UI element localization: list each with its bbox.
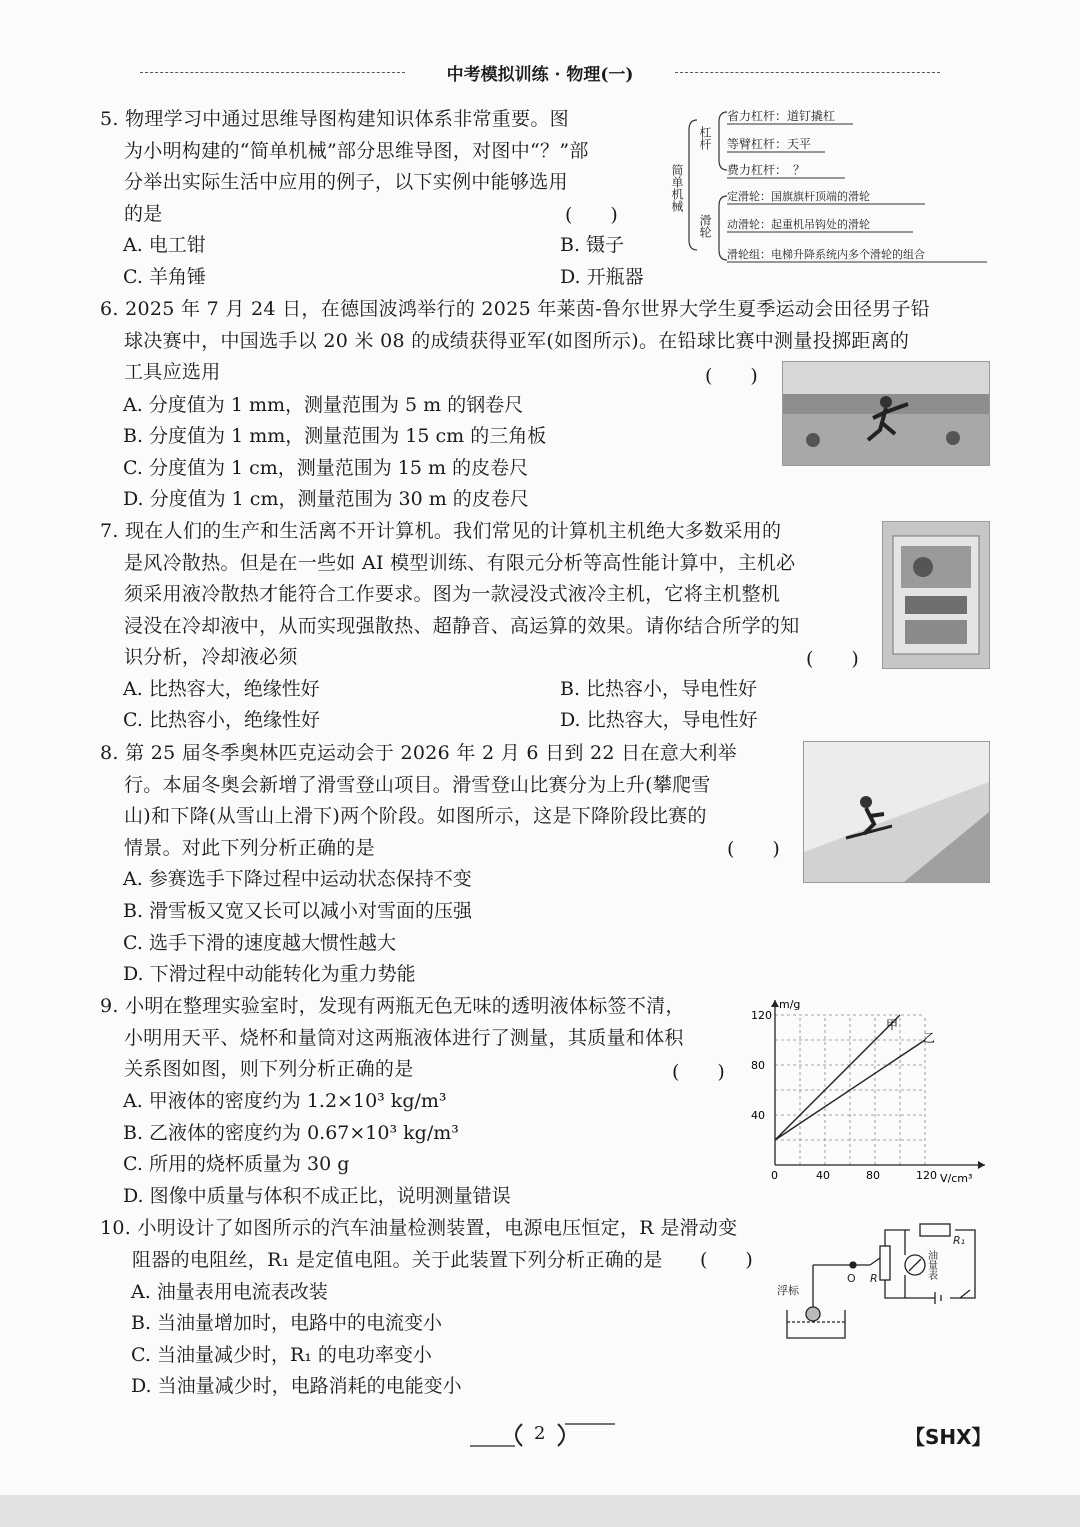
q5-option-a[interactable]: A. 电工钳: [123, 234, 206, 256]
q7-option-d[interactable]: D. 比热容大，导电性好: [560, 709, 758, 731]
series-line-1: [775, 1015, 900, 1140]
q10-option-c[interactable]: C. 当油量减少时，R₁ 的电功率变小: [131, 1344, 432, 1366]
q8-option-c[interactable]: C. 选手下滑的速度越大惯性越大: [123, 932, 396, 954]
q9-line: 关系图如图，则下列分析正确的是: [124, 1058, 414, 1080]
q8-line: 行。本届冬奥会新增了滑雪登山项目。滑雪登山比赛分为上升(攀爬雪: [124, 773, 711, 796]
q6-option-d[interactable]: D. 分度值为 1 cm，测量范围为 30 m 的皮卷尺: [123, 488, 529, 510]
q9-option-b[interactable]: B. 乙液体的密度约为 0.67×10³ kg/m³: [123, 1122, 459, 1144]
q9-line: 小明用天平、烧杯和量筒对这两瓶液体进行了测量，其质量和体积: [124, 1026, 684, 1049]
bottom-strip: [0, 1495, 1080, 1527]
shot-put-photo: [782, 361, 990, 466]
y-tick-label: 120: [751, 1009, 772, 1022]
mindmap-item: 动滑轮：起重机吊钩处的滑轮: [727, 218, 870, 231]
mass-volume-chart: [750, 990, 995, 1190]
q5-line: 分举出实际生活中应用的例子，以下实例中能够选用: [124, 171, 568, 193]
oil-gauge-circuit-diagram: [775, 1210, 990, 1350]
q7-option-c[interactable]: C. 比热容小，绝缘性好: [123, 709, 320, 731]
q9-line: 9. 小明在整理实验室时，发现有两瓶无色无味的透明液体标签不清，: [100, 995, 685, 1017]
y-tick-label: 80: [751, 1059, 765, 1072]
q5-answer-blank[interactable]: ( ): [565, 204, 618, 226]
q9-option-c[interactable]: C. 所用的烧杯质量为 30 g: [123, 1153, 350, 1175]
mindmap-root: 简单机械: [670, 164, 684, 212]
q7-line: 浸没在冷却液中，从而实现强散热、超静音、高运算的效果。请你结合所学的知: [124, 614, 800, 637]
question-7: [100, 516, 880, 674]
circuit-pivot-label: O: [847, 1272, 856, 1285]
mindmap-item: 费力杠杆： ？: [727, 163, 806, 177]
q10-line: 10. 小明设计了如图所示的汽车油量检测装置，电源电压恒定，R 是滑动变: [100, 1217, 738, 1239]
ski-mountaineering-photo: [803, 741, 990, 883]
q7-line: 7. 现在人们的生产和生活离不开计算机。我们常见的计算机主机绝大多数采用的: [100, 520, 782, 542]
x-tick-label: 120: [916, 1169, 937, 1182]
q5-option-c[interactable]: C. 羊角锤: [123, 266, 206, 288]
q6-line: 工具应选用: [124, 361, 221, 383]
circuit-meter-label: 油量表: [925, 1250, 937, 1280]
q7-line: 识分析，冷却液必须: [124, 646, 298, 668]
q5-line: 5. 物理学习中通过思维导图构建知识体系非常重要。图: [100, 108, 569, 130]
q8-line: 8. 第 25 届冬季奥林匹克运动会于 2026 年 2 月 6 日到 22 日在意大利举: [100, 742, 737, 764]
q7-line: 是风冷散热。但是在一些如 AI 模型训练、有限元分析等高性能计算中，主机必: [124, 551, 796, 574]
q5-option-b[interactable]: B. 镊子: [560, 234, 625, 256]
mind-map-diagram: [665, 100, 995, 272]
x-tick-label: 40: [816, 1169, 830, 1182]
page-header: 中考模拟训练 · 物理(一): [140, 60, 940, 85]
circuit-float-label: 浮标: [777, 1284, 799, 1297]
q6-line: 6. 2025 年 7 月 24 日，在德国波鸿举行的 2025 年莱茵-鲁尔世界大学生夏季运动会田径男子铅: [100, 298, 931, 320]
question-9: [100, 991, 760, 1086]
mindmap-branch-lever: 杠杆: [698, 126, 712, 150]
q6-option-a[interactable]: A. 分度值为 1 mm，测量范围为 5 m 的钢卷尺: [123, 394, 524, 416]
circuit-r1-label: R₁: [953, 1234, 966, 1247]
q9-answer-blank[interactable]: ( ): [672, 1061, 725, 1083]
q8-option-b[interactable]: B. 滑雪板又宽又长可以减小对雪面的压强: [123, 900, 473, 922]
x-tick-label: 80: [866, 1169, 880, 1182]
x-axis-label: V/cm³: [940, 1172, 973, 1185]
question-10: [100, 1213, 800, 1276]
q6-option-c[interactable]: C. 分度值为 1 cm，测量范围为 15 m 的皮卷尺: [123, 457, 529, 479]
q10-line: 阻器的电阻丝，R₁ 是定值电阻。关于此装置下列分析正确的是: [132, 1248, 663, 1271]
chart-series: [775, 1015, 935, 1140]
chart-ticks: [751, 1009, 937, 1182]
q7-option-b[interactable]: B. 比热容小，导电性好: [560, 678, 758, 700]
circuit-r-label: R: [870, 1272, 878, 1285]
y-axis-label: m/g: [779, 998, 801, 1011]
q5-option-d[interactable]: D. 开瓶器: [560, 266, 644, 288]
page-number: [470, 1418, 620, 1454]
q6-option-b[interactable]: B. 分度值为 1 mm，测量范围为 15 cm 的三角板: [123, 425, 547, 447]
x-tick-label: 0: [771, 1169, 778, 1182]
q5-line: 的是: [124, 202, 163, 225]
q7-answer-blank[interactable]: ( ): [806, 648, 859, 670]
q8-answer-blank[interactable]: ( ): [727, 838, 780, 860]
liquid-cooled-computer-photo: [882, 521, 990, 669]
q8-line: 情景。对此下列分析正确的是: [124, 836, 375, 859]
q8-option-a[interactable]: A. 参赛选手下降过程中运动状态保持不变: [123, 868, 472, 890]
q9-option-d[interactable]: D. 图像中质量与体积不成正比，说明测量错误: [123, 1185, 511, 1207]
mindmap-branch-pulley: 滑轮: [698, 214, 712, 238]
question-8: [100, 738, 800, 864]
q5-line: 为小明构建的“简单机械”部分思维导图，对图中“？”部: [124, 139, 589, 162]
mindmap-item: 省力杠杆：道钉撬杠: [727, 109, 836, 123]
q10-answer-blank[interactable]: ( ): [700, 1249, 753, 1271]
series-label-2: 乙: [923, 1031, 936, 1045]
mindmap-item: 定滑轮：国旗旗杆顶端的滑轮: [727, 190, 870, 203]
q10-option-d[interactable]: D. 当油量减少时，电路消耗的电能变小: [131, 1375, 462, 1397]
q9-option-a[interactable]: A. 甲液体的密度约为 1.2×10³ kg/m³: [123, 1090, 447, 1112]
q8-line: 山)和下降(从雪山上滑下)两个阶段。如图所示，这是下降阶段比赛的: [124, 805, 707, 827]
q7-option-a[interactable]: A. 比热容大，绝缘性好: [123, 678, 320, 700]
q7-line: 须采用液冷散热才能符合工作要求。图为一款浸没式液冷主机，它将主机整机: [124, 583, 781, 605]
q6-answer-blank[interactable]: ( ): [705, 365, 758, 387]
booklet-code: 【SHX】: [905, 1425, 992, 1449]
q6-line: 球决赛中，中国选手以 20 米 08 的成绩获得亚军(如图所示)。在铅球比赛中测量投掷距离的: [124, 329, 910, 352]
page-number-text: 2: [534, 1423, 546, 1444]
mindmap-item: 等臂杠杆：天平: [727, 137, 812, 151]
q10-option-a[interactable]: A. 油量表用电流表改装: [131, 1281, 328, 1303]
mindmap-item: 滑轮组：电梯升降系统内多个滑轮的组合: [727, 248, 925, 261]
series-label-1: 甲: [886, 1018, 899, 1032]
q10-option-b[interactable]: B. 当油量增加时，电路中的电流变小: [131, 1312, 443, 1334]
y-tick-label: 40: [751, 1109, 765, 1122]
q8-option-d[interactable]: D. 下滑过程中动能转化为重力势能: [123, 963, 416, 985]
